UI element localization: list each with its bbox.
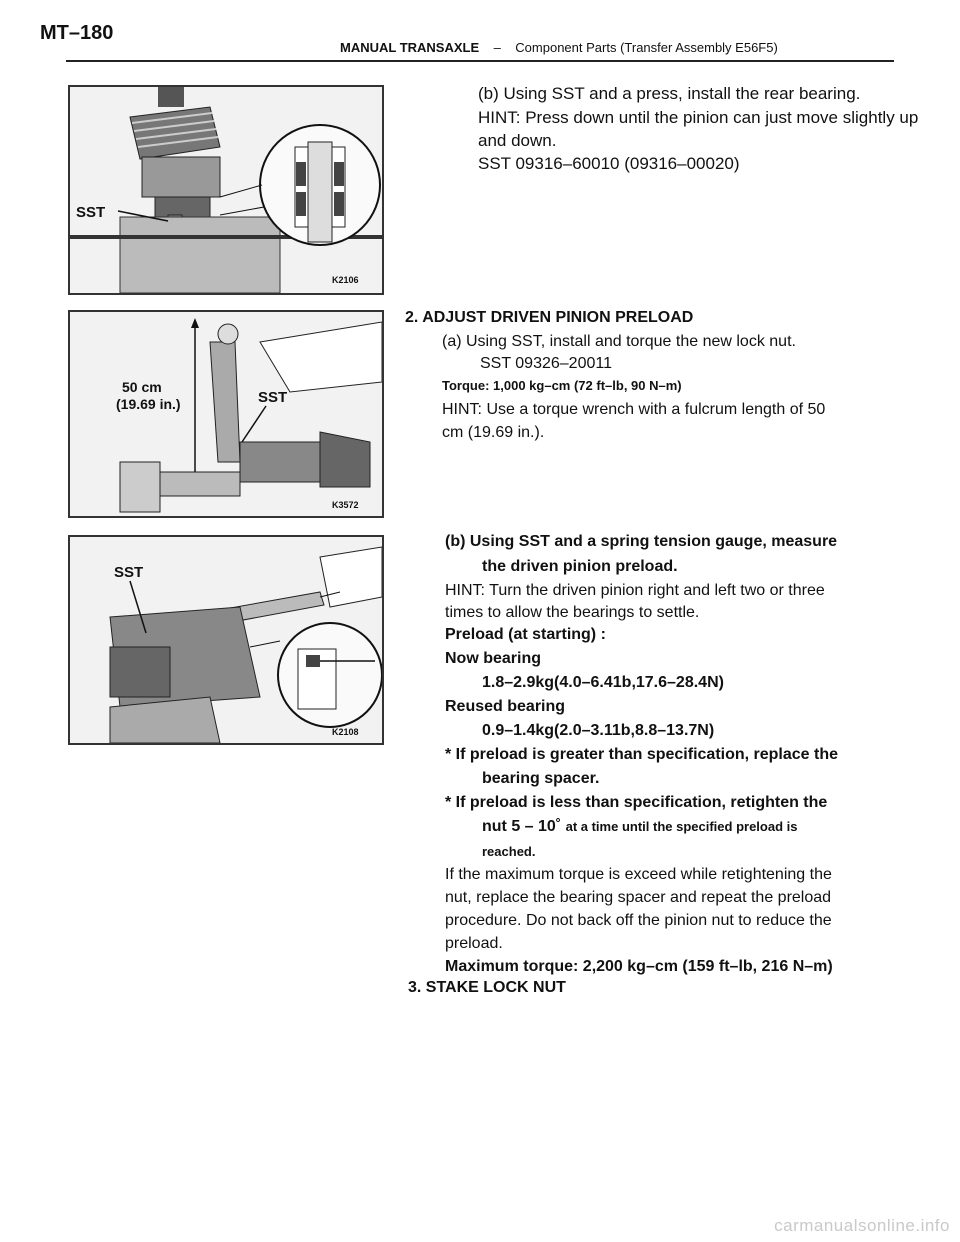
header-subtitle: Component Parts (Transfer Assembly E56F5) <box>515 40 778 55</box>
header-separator: – <box>493 40 501 55</box>
max-torque-note-line2: nut, replace the bearing spacer and repeat the preload <box>445 889 832 906</box>
figure-code: K2106 <box>332 275 359 285</box>
hint-2a-line2: cm (19.69 in.). <box>442 424 545 441</box>
note-greater-line1: * If preload is greater than specification, replace the <box>445 746 839 763</box>
max-torque-spec: Maximum torque: 2,200 kg–cm (159 ft–lb, 216 N–m) <box>445 958 833 975</box>
watermark: carmanualsonline.info <box>774 1216 950 1235</box>
max-torque-note-line1: If the maximum torque is exceed while retightening the <box>445 866 832 883</box>
new-bearing-label: Now bearing <box>445 650 542 667</box>
figure-torque-lock-nut <box>68 310 384 518</box>
step-2-title: 2. ADJUST DRIVEN PINION PRELOAD <box>405 309 694 326</box>
reused-bearing-value: 0.9–1.4kg(2.0–3.11b,8.8–13.7N) <box>482 722 715 739</box>
figure-label-sst: SST <box>114 564 144 581</box>
note-less-line1: * If preload is less than specification, retighten the <box>445 794 828 811</box>
hint-1-line1: HINT: Press down until the pinion can just move slightly up <box>478 108 919 127</box>
reused-bearing-label: Reused bearing <box>445 698 566 715</box>
figure-label-sst: SST <box>76 204 106 221</box>
hint-2a-line1: HINT: Use a torque wrench with a fulcrum length of 50 <box>442 401 826 418</box>
sst-2a: SST 09326–20011 <box>480 355 612 372</box>
figure-label-length-in: (19.69 in.) <box>116 396 181 412</box>
note-less-angle: nut 5 – 10˚ <box>482 818 562 835</box>
figure-code: K3572 <box>332 500 359 510</box>
hint-1-line2: and down. <box>478 131 557 150</box>
note-less-line3: reached. <box>482 844 536 859</box>
figure-measure-preload <box>68 535 384 745</box>
figure-code: K2108 <box>332 727 359 737</box>
header-section: MANUAL TRANSAXLE <box>340 40 480 55</box>
note-greater-line2: bearing spacer. <box>482 770 600 787</box>
new-bearing-value: 1.8–2.9kg(4.0–6.41b,17.6–28.4N) <box>482 674 724 691</box>
figure-label-sst: SST <box>258 389 288 406</box>
figure-label-length: 50 cm <box>122 379 162 395</box>
hint-2b-line2: times to allow the bearings to settle. <box>445 604 700 621</box>
torque-spec: Torque: 1,000 kg–cm (72 ft–lb, 90 N–m) <box>442 378 682 393</box>
running-header <box>340 40 778 55</box>
sst-1: SST 09316–60010 (09316–00020) <box>478 154 740 173</box>
preload-heading: Preload (at starting) : <box>445 626 606 643</box>
step-2a-text: (a) Using SST, install and torque the new lock nut. <box>442 333 796 350</box>
page-number: MT–180 <box>40 22 114 44</box>
hint-2b-line1: HINT: Turn the driven pinion right and left two or three <box>445 582 825 599</box>
step-3-title: 3. STAKE LOCK NUT <box>408 979 566 996</box>
step-1b-text: (b) Using SST and a press, install the rear bearing. <box>478 84 861 103</box>
step-2b-line2: the driven pinion preload. <box>482 558 678 575</box>
max-torque-note-line4: preload. <box>445 935 503 952</box>
step-2b-line1: (b) Using SST and a spring tension gauge, measure <box>445 533 838 550</box>
note-less-line2 <box>482 815 797 838</box>
header-rule <box>66 60 894 62</box>
figure-rear-bearing-install <box>68 85 384 295</box>
note-less-rest: at a time until the specified preload is <box>565 819 798 834</box>
max-torque-note-line3: procedure. Do not back off the pinion nut to reduce the <box>445 912 832 929</box>
